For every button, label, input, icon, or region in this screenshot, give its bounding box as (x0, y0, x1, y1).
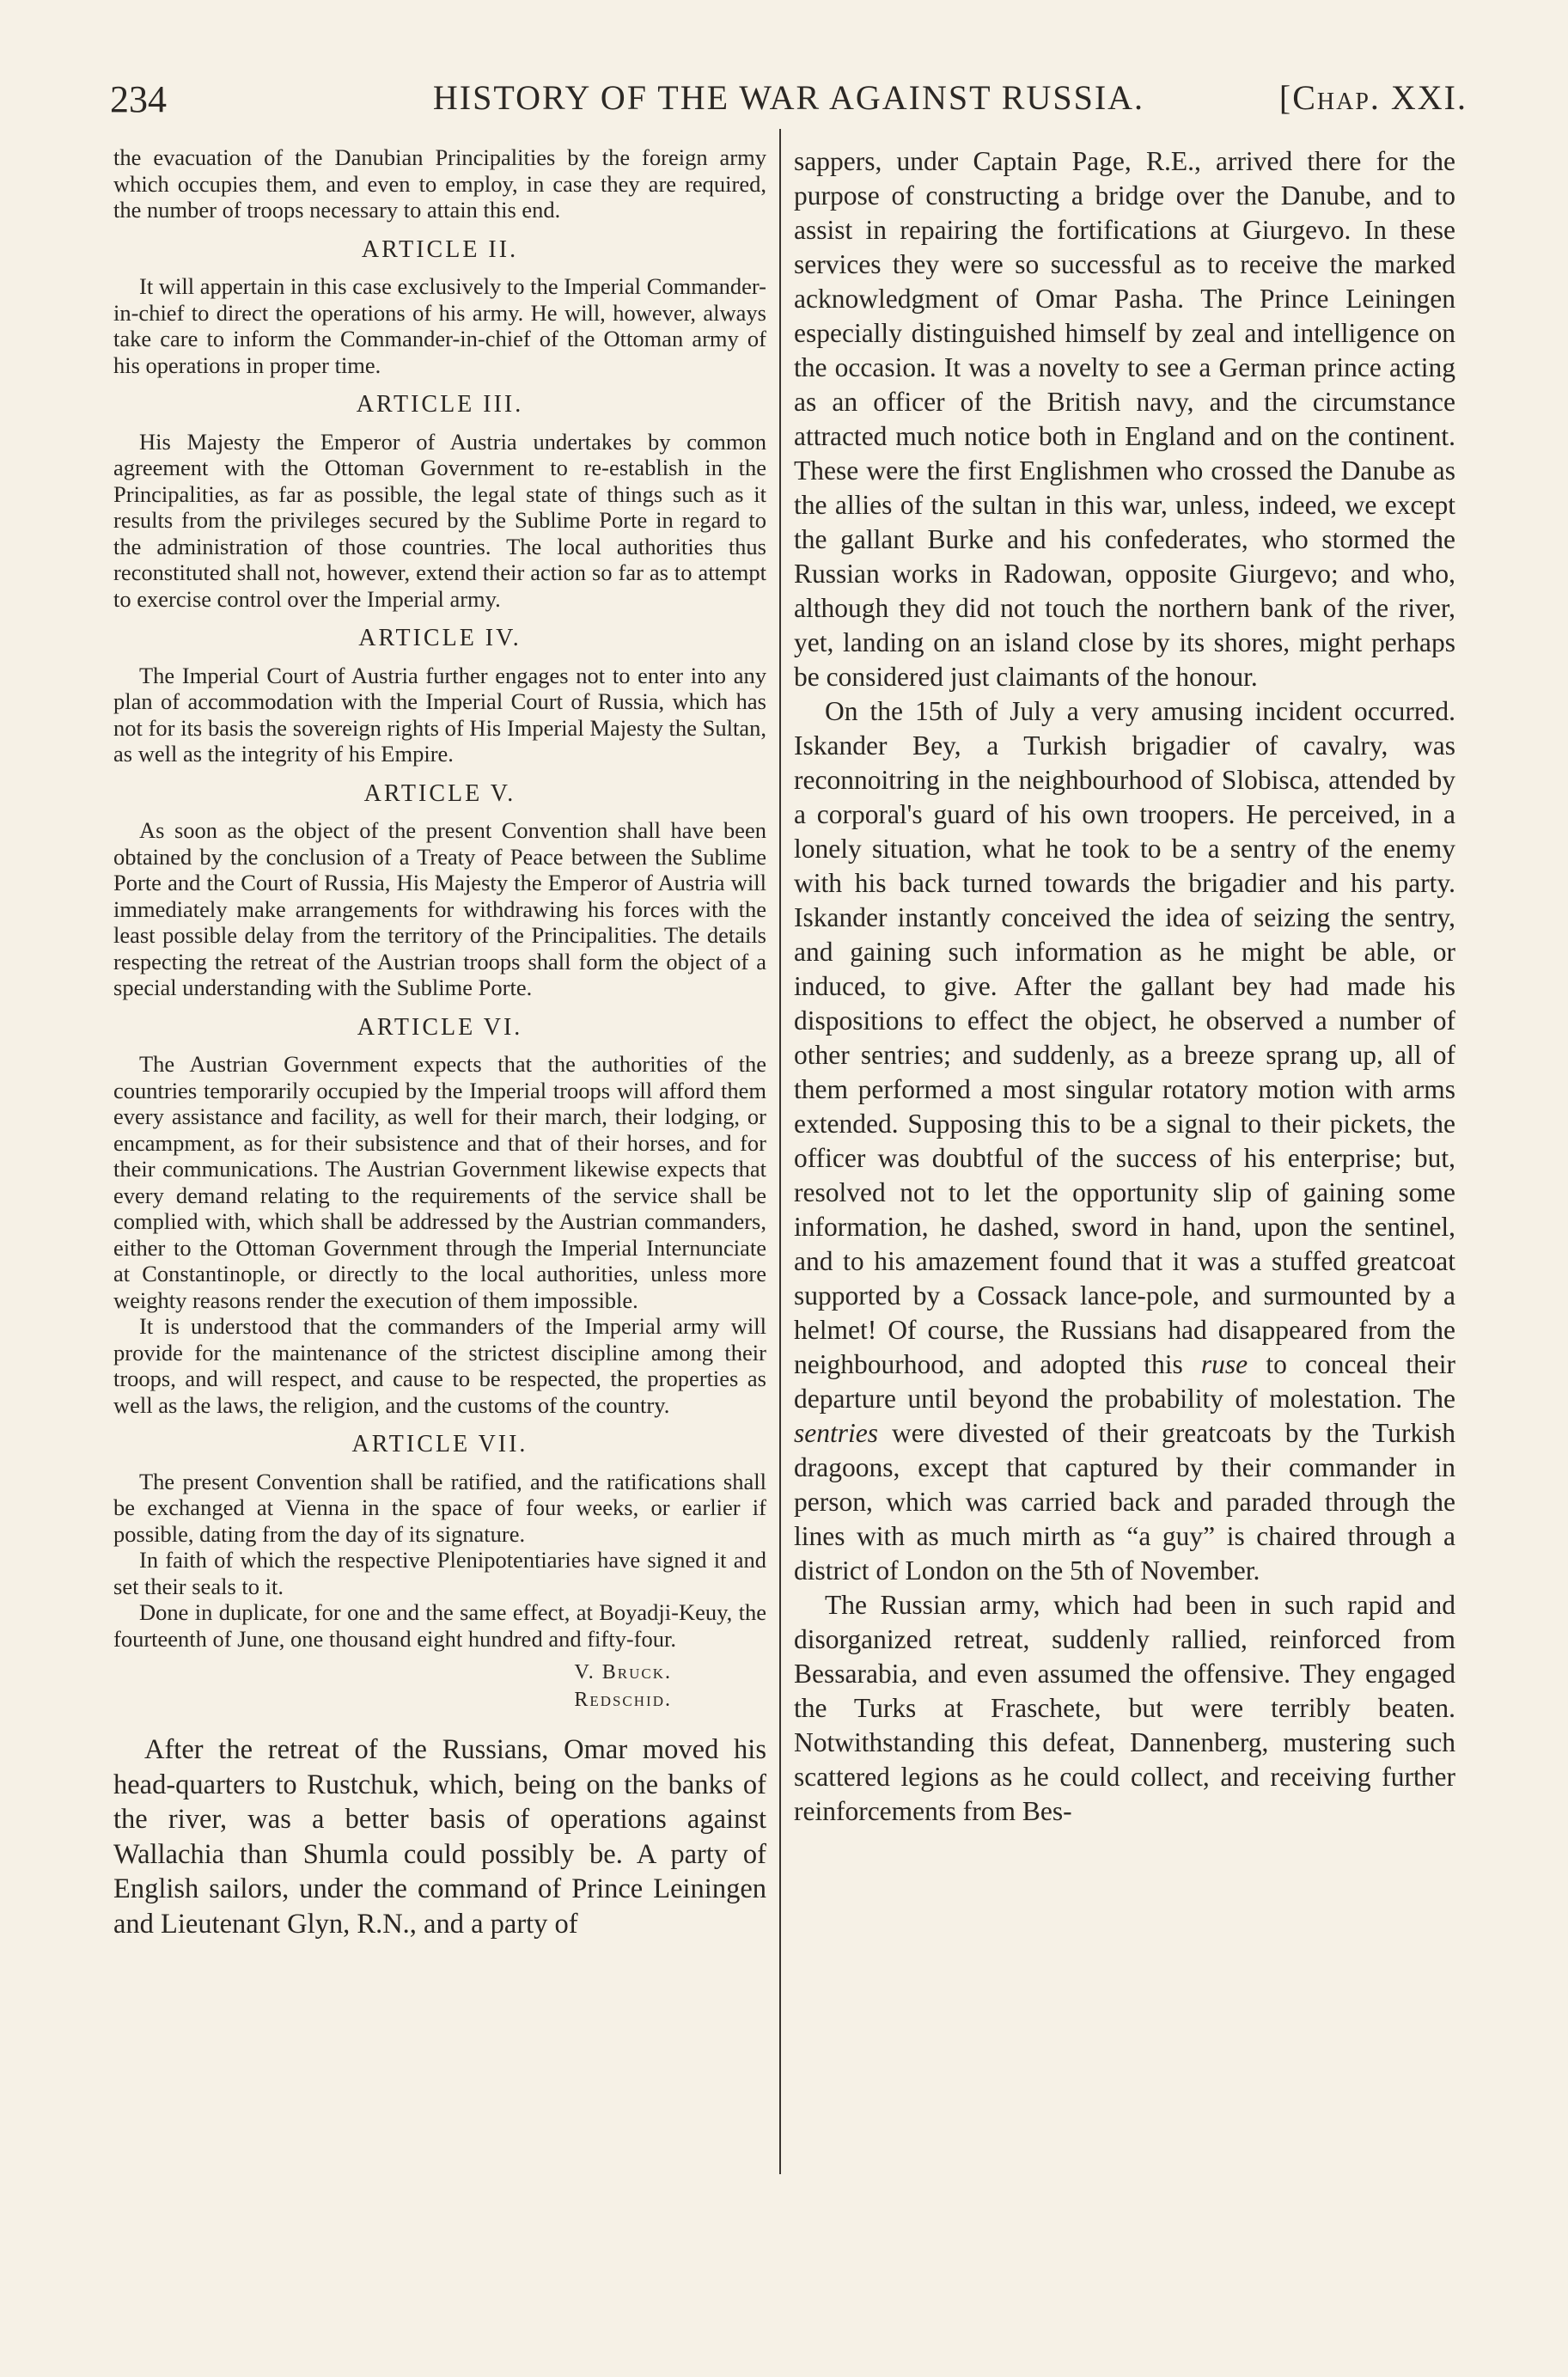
paragraph-iskander-part-1: On the 15th of July a very amusing incident occurred. Iskander Bey, a Turkish brigadier of cavalry, was reconnoitring in the neighbourhood of Slobisca, attended by a corporal's guard of his own troopers. He perceived, in a lonely situation, what he took to be a sentry of the enemy with his back turned towards the brigadier and his party. Iskander instantly conceived the idea of seizing the sentry, and gaining such information as he might be able, or induced, to give. After the gallant bey had made his dispositions to effect the object, he observed a number of other sentries; and suddenly, as a breeze sprang up, all of them performed a most singular rotatory motion with arms extended. Supposing this to be a signal to their pickets, the officer was doubtful of the success of his enterprise; but, resolved not to let the opportunity slip of gaining some information, he dashed, sword in hand, upon the sentinel, and to his amazement found that it was a stuffed greatcoat supported by a Cossack lance-pole, and surmounted by a helmet! Of course, the Russians had disappeared from the neighbourhood, and adopted this (794, 696, 1455, 1379)
paragraph-sappers: sappers, under Captain Page, R.E., arrived there for the purpose of constructing a bridge over the Danube, and to assist in repairing the fortifications at Giurgevo. In these services they were so successful as to receive the marked acknowledgment of Omar Pasha. The Prince Leiningen especially distinguished himself by zeal and intelligence on the occasion. It was a novelty to see a German prince acting as an officer of the British navy, and the circumstance attracted much notice both in England and on the continent. These were the first Englishmen who crossed the Danube as the allies of the sultan in this war, unless, indeed, we except the gallant Burke and his confederates, who stormed the Russian works in Radowan, opposite Giurgevo; and who, although they did not touch the northern bank of the river, yet, landing on an island close by its shores, might perhaps be considered just claimants of the honour. (794, 146, 1455, 692)
article-7-text-2: In faith of which the respective Plenipotentiaries have signed it and set their seals to it. (113, 1547, 766, 1599)
running-head (110, 74, 1467, 125)
article-3-heading: ARTICLE III. (356, 391, 524, 418)
narrative-text (113, 1732, 766, 1941)
article-5-text: As soon as the object of the present Convention shall have been obtained by the conclusion of a Treaty of Peace between the Sublime Porte and the Court of Russia, His Majesty the Emperor of Austria will immediately make arrangements for withdrawing his forces with the least possible delay from the territory of the Principalities. The details respecting the retreat of the Austrian troops shall form the object of a special understanding with the Sublime Porte. (113, 817, 766, 1000)
narrative-continued (794, 144, 1455, 1829)
narrative-paragraph: After the retreat of the Russians, Omar moved his head-quarters to Rustchuk, which, being on the banks of the river, was a better basis of operations against Wallachia than Shumla could possibly be. A party of English sailors, under the command of Prince Leiningen and Lieutenant Glyn, R.N., and a party of (113, 1734, 766, 1940)
italic-ruse: ruse (1200, 1349, 1248, 1379)
convention-intro: the evacuation of the Danubian Principalities by the foreign army which occupies them, and even to employ, in case they are required, the number of troops necessary to attain this end. (113, 144, 766, 223)
running-title: HISTORY OF THE WAR AGAINST RUSSIA. (432, 78, 1145, 117)
right-column (794, 144, 1455, 2319)
left-column (113, 144, 766, 2319)
article-5-heading: ARTICLE V. (363, 779, 516, 807)
signatories (113, 1659, 672, 1714)
article-4-heading: ARTICLE IV. (358, 625, 522, 651)
signatory: V. Bruck. (574, 1661, 672, 1683)
italic-sentries: sentries (794, 1418, 878, 1448)
article-3-text: His Majesty the Emperor of Austria undertakes by common agreement with the Ottoman Government to re-establish in the Principalities, as far as possible, the legal state of things such as it results from the privileges secured by the Sublime Porte in regard to the administration of those countries. The local authorities thus reconstituted shall not, however, extend their action so far as to attempt to exercise control over the Imperial army. (113, 428, 766, 612)
page-number: 234 (110, 78, 167, 120)
article-2-text: It will appertain in this case exclusively to the Imperial Commander-in-chief to direct the operations of his army. He will, however, always take care to inform the Commander-in-chief of the Ottoman army of his operations in proper time. (113, 273, 766, 378)
article-7-text-1: The present Convention shall be ratified, and the ratifications shall be exchanged at Vienna in the space of four weeks, or earlier if possible, dating from the day of its signature. (113, 1468, 766, 1547)
paragraph-iskander-bey (794, 694, 1455, 1588)
article-6-heading: ARTICLE VI. (357, 1013, 523, 1041)
column-divider (779, 129, 781, 2174)
chapter-reference: [Chap. XXI. (1278, 78, 1467, 117)
signatory: Redschid. (574, 1689, 672, 1711)
convention-text (113, 144, 766, 1652)
article-6-text-1: The Austrian Government expects that the authorities of the countries temporarily occupied by the Imperial troops will afford them every assistance and facility, as well for their march, their lodging, or encampment, as for their subsistence and that of their horses, and for their communications. The Austrian Government likewise expects that every demand relating to the requirements of the service shall be complied with, which shall be addressed by the Austrian commanders, either to the Ottoman Government through the Imperial Internunciate at Constantinople, or directly to the local authorities, unless more weighty reasons render the execution of them impossible. (113, 1051, 766, 1313)
article-4-text: The Imperial Court of Austria further engages not to enter into any plan of accommodation with the Imperial Court of Russia, which has not for its basis the sovereign rights of His Imperial Majesty the Sultan, as well as the integrity of his Empire. (113, 662, 766, 767)
article-6-text-2: It is understood that the commanders of the Imperial army will provide for the maintenance of the strictest discipline among their troops, and will respect, and cause to be respected, the properties as well as the laws, the religion, and the customs of the country. (113, 1313, 766, 1418)
paragraph-iskander-part-3: were divested of their greatcoats by the Turkish dragoons, except that captured by their commander in person, which was carried back and paraded through the lines with as much mirth as “a guy” is chaired through a district of London on the 5th of November. (794, 1418, 1455, 1586)
paragraph-russian-army: The Russian army, which had been in such rapid and disorganized retreat, suddenly rallied, reinforced from Bessarabia, and even assumed the offensive. They engaged the Turks at Fraschete, but were terribly beaten. Notwithstanding this defeat, Dannenberg, mustering such scattered legions as he could collect, and receiving further reinforcements from Bes- (794, 1590, 1455, 1826)
article-7-text-3: Done in duplicate, for one and the same effect, at Boyadji-Keuy, the fourteenth of June, one thousand eight hundred and fifty-four. (113, 1599, 766, 1652)
article-7-heading: ARTICLE VII. (351, 1431, 528, 1457)
paragraph-iskander-part-2: to conceal their departure until beyond the probability of molestation. The (794, 1349, 1456, 1414)
article-2-heading: ARTICLE II. (361, 235, 519, 263)
